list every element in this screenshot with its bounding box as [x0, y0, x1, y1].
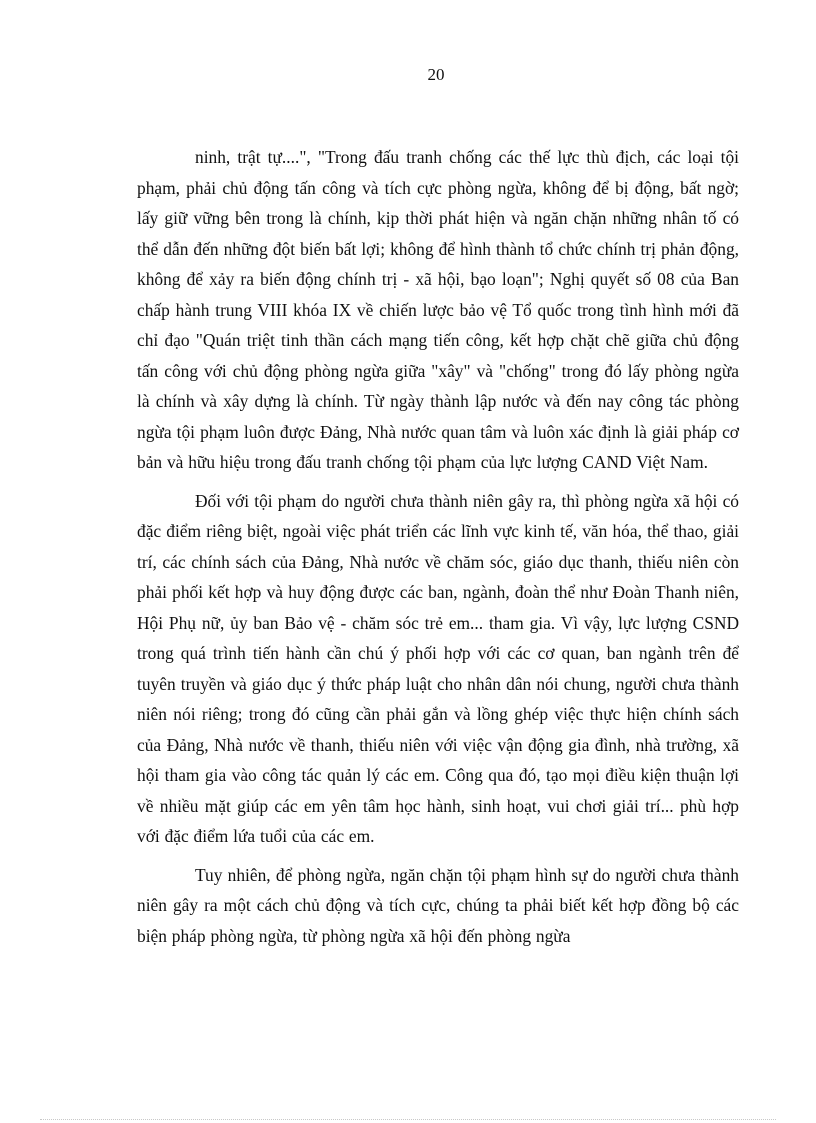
paragraph-2: Đối với tội phạm do người chưa thành niên gây ra, thì phòng ngừa xã hội có đặc điểm riêng biệt, ngoài việc phát triển các lĩnh vực kinh tế, văn hóa, thể thao, giải trí, các chính sách của Đảng, Nhà nước về chăm sóc, giáo dục thanh, thiếu niên còn phải phối kết hợp và huy động được các ban, ngành, đoàn thể như Đoàn Thanh niên, Hội Phụ nữ, ủy ban Bảo vệ - chăm sóc trẻ em... tham gia. Vì vậy, lực lượng CSND trong quá trình tiến hành cần chú ý phối hợp với các cơ quan, ban ngành trên để tuyên truyền và giáo dục ý thức pháp luật cho nhân dân nói chung, người chưa thành niên nói riêng; trong đó cũng cần phải gắn và lồng ghép việc thực hiện chính sách của Đảng, Nhà nước về thanh, thiếu niên với việc vận động gia đình, nhà trường, xã hội tham gia vào công tác quản lý các em. Công qua đó, tạo mọi điều kiện thuận lợi về nhiều mặt giúp các em yên tâm học hành, sinh hoạt, vui chơi giải trí... phù hợp với đặc điểm lứa tuổi của các em.	[137, 490, 739, 846]
paragraph-3: Tuy nhiên, để phòng ngừa, ngăn chặn tội phạm hình sự do người chưa thành niên gây ra một cách chủ động và tích cực, chúng ta phải biết kết hợp đồng bộ các biện pháp phòng ngừa, từ phòng ngừa xã hội đến phòng ngừa	[137, 864, 739, 946]
document-body	[137, 142, 739, 959]
page-number: 20	[427, 65, 445, 84]
page-bottom-divider	[40, 1119, 776, 1120]
paragraph-1: ninh, trật tự....", "Trong đấu tranh chống các thế lực thù địch, các loại tội phạm, phải chủ động tấn công và tích cực phòng ngừa, không để bị động, bất ngờ; lấy giữ vững bên trong là chính, kịp thời phát hiện và ngăn chặn những nhân tố có thể dẫn đến những đột biến bất lợi; không để hình thành tổ chức chính trị phản động, không để xảy ra biến động chính trị - xã hội, bạo loạn"; Nghị quyết số 08 của Ban chấp hành trung VIII khóa IX về chiến lược bảo vệ Tổ quốc trong tình hình mới đã chỉ đạo "Quán triệt tinh thần cách mạng tiến công, kết hợp chặt chẽ giữa chủ động tấn công với chủ động phòng ngừa giữa "xây" và "chống" trong đó lấy phòng ngừa là chính và xây dựng là chính. Từ ngày thành lập nước và đến nay công tác phòng ngừa tội phạm luôn được Đảng, Nhà nước quan tâm và luôn xác định là giải pháp cơ bản và hữu hiệu trong đấu tranh chống tội phạm của lực lượng CAND Việt Nam.	[137, 147, 739, 472]
